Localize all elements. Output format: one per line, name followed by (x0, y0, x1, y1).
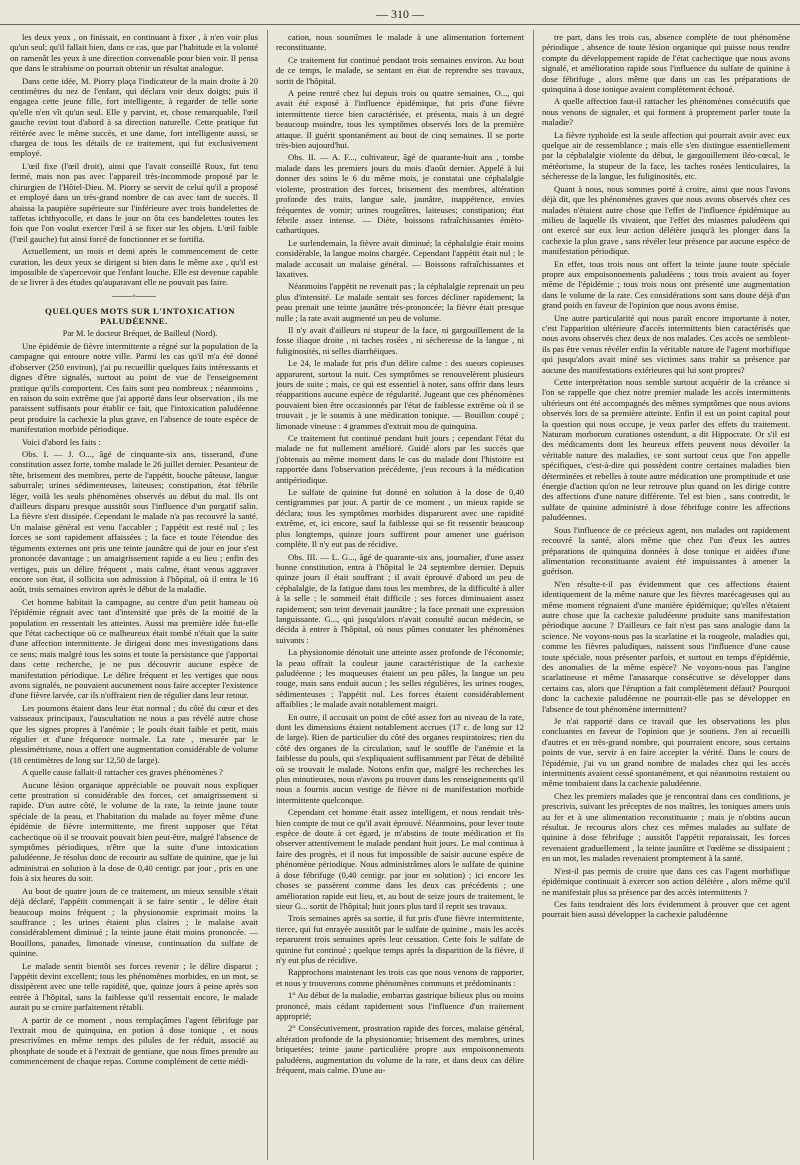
paragraph: Cette interprétation nous semble surtout acquérir de la créance si l'on se rappelle que chez notre premier malade les accès intermittents ultérieurs ont été accompagnés des mêmes symptômes que nous avions observés lors de sa première atteinte. Enfin il est un point capital pour la question qui nous occupe, je veux parler des effets du traitement. Naturam morborum curationes ostendunt, a dit Hippocrate. Or s'il est des médicaments dont les heureux effets peuvent nous dévoiler la véritable nature des maladies, ce sont surtout ceux que l'on appelle spécifiques, c'est-à-dire qui possèdent contre certaines maladies bien déterminées et rebelles à toute autre médication une promptitude et une énergie d'action qu'on ne leur retrouve plus quand on les dirige contre des affections d'une nature différente. Tel est bien , sans contredit, le sulfate de quinine administré à dose fébrifuge contre les affections paludéennes. (542, 377, 790, 523)
paragraph: Voici d'abord les faits : (22, 436, 101, 447)
page-number: — 310 — (376, 7, 424, 21)
header-rule (0, 24, 800, 25)
paragraph: Obs. I. — J. O..., âgé de cinquante-six ans, tisserand, d'une constitution assez forte, tombe malade le 26 juillet dernier. Pesanteur de tête, brisement des membres, perte de l'appétit, bouche pâteuse, langue saburrale; urines sédimenteuses, laiteuses; constipation, état fébrile léger, voilà les seuls phénomènes observés au début du mal. Ils ont d'ailleurs disparu presque aussitôt sous l'influence d'un purgatif salin. La fièvre s'est dissipée. Cependant le malade n'a pas recouvré la santé. Un malaise général est venu l'accabler ; l'appétit est resté nul ; les forces se sont rapidement affaissées ; la face et toute l'étendue des téguments externes ont pris une teinte jaunâtre qui de jour en jour s'est prononcée davantage ; un amaigrissement rapide a eu lieu ; enfin des vertiges, puis un délire fréquent , mais calme, étant venus aggraver encore son état, il sollicita son admission à l'hôpital, où il entra le 16 août, trois semaines environ après le début de la maladie. (10, 449, 258, 595)
section-title: QUELQUES MOTS SUR L'INTOXICATION PALUDÉENNE. (45, 305, 235, 327)
paragraph: Je n'ai rapporté dans ce travail que les observations les plus concluantes en faveur de l'opinion que je soutiens. J'en ai recueilli d'autres et en très-grand nombre, qui pourraient encore, sous certains points de vue, servir à en faire accepter la vérité. Dans le cours de l'épidémie, j'ai vu un grand nombre de malades chez qui les accès intermittents avaient cessé spontanément, et qui néanmoins restaient ou même tombaient dans la cachexie paludéenne. (542, 716, 790, 789)
paragraph: Cet homme habitait la campagne, au centre d'un petit hameau où l'épidémie régnait avec tant d'intensité que près de la moitié de la population en ressentait les atteintes. Aussi ma première idée fut-elle que l'état cachectique où ce malheureux était tombé n'était que la suite d'une affection intermittente. Je dirigeai donc mes investigations dans ce sens; mais malgré tous les soins et toute la persistance que j'apportai dans cette recherche, je ne pus découvrir aucune espèce de manifestation périodique. Le délire fréquent et les vertiges que nous avons signalés, ne pouvaient aucunement nous faire accepter l'existence d'une fièvre larvée, car ils n'offraient rien de régulier dans leur retour. (10, 596, 258, 701)
paragraph: Le 24, le malade fut pris d'un délire calme : des sueurs copieuses apparurent, surtout la nuit. Ces symptômes se renouvelèrent plusieurs jours de suite ; mais, ce qui est essentiel à noter, sans offrir dans leurs réapparitions aucune espèce de régularité. Jugeant que ces phénomènes pouvaient bien être occasionnés par l'état de faiblesse extrême où il se trouvait , je le soumis à une médication tonique. — Bouillon coupé ; limonade vineuse : 4 grammes d'extrait mou de quinquina. (276, 358, 524, 431)
column-divider-2 (533, 30, 534, 1160)
paragraph: Le surlendemain, la fièvre avait diminué; la céphalalgie était moins considérable, la langue moins chargée. Cependant l'appétit était nul ; le malade accusait un malaise général. — Boissons rafraîchissantes et laxatives. (276, 237, 524, 279)
paragraph: tre part, dans les trois cas, absence complète de tout phénomène périodique , absence de toute lésion organique qui puisse nous rendre compte du développement rapide de l'état cachectique que nous avons signalé, et amélioration rapide sous l'influence du sulfate de quinine à dose fébrifuge , alors même que dans un cas les préparations de quinquina à dose tonique avaient complètement échoué. (542, 32, 790, 95)
paragraph: Le malade sentit bientôt ses forces revenir ; le délire disparut ; l'appétit devint excellent; tous les phénomènes morbides, en un mot, se dissipèrent avec une telle rapidité, que, quinze jours à peine après son entrée à l'hôpital, sans la faiblesse qu'il ressentait encore, le malade aurait pu se croire parfaitement rétabli. (10, 960, 258, 1013)
paragraph: En effet, tous trois nous ont offert la teinte jaune toute spéciale propre aux empoisonnements paludéens ; tous trois avaient au foyer même de l'épidémie ; tous trois nous ont présenté une augmentation dans le volume de la rate. Ces considérations sont sans doute déjà d'un grand poids en faveur de l'opinion que nous avons émise. (542, 258, 790, 311)
paragraph: En outre, il accusait un point de côté assez fort au niveau de la rate, dont les dimensions étaient notablement accrues (17 c. de long sur 12 de large). Rien de particulier du côté des organes respiratoires; rien du côté des organes de la circulation, sauf le souffle de l'anémie et la faiblesse du pouls, qui s'expliquaient suffisamment par l'état de débilité où se trouvait le malade. Notons enfin que, malgré les recherches les plus minutieuses, nous n'avons pu trouver dans les renseignements qu'il nous a fournis aucun vestige de fièvre ni de manifestation morbide intermittente quelconque. (276, 711, 524, 805)
paragraph: Il n'y avait d'ailleurs ni stupeur de la face, ni gargouillement de la fosse iliaque droite , ni taches rosées , ni sécheresse de la langue , ni fuliginosités, ni selles diarrhéiques. (276, 324, 524, 356)
section-ornament: ——◦—— (112, 290, 156, 302)
paragraph: Au bout de quatre jours de ce traitement, un mieux sensible s'était déjà déclaré, l'appétit commençait à se faire sentir , le délire était beaucoup moins fréquent ; la physionomie exprimait moins la souffrance ; les urines étaient plus claires ; le malaise avait considérablement diminué ; la teinte jaune était moins prononcée. — Bouillons, panades, limonade vineuse, continuation du sulfate de quinine. (10, 885, 258, 959)
text-column-1 (10, 32, 258, 1160)
column-divider-1 (267, 30, 268, 1160)
paragraph: Les poumons étaient dans leur état normal ; du côté du cœur et des vaisseaux principaux, l'auscultation ne nous a pas révélé autre chose que les signes propres à l'anémie ; le pouls était faible et petit, mais régulier et d'une fréquence normale. La rate , mesurée par le plessimétrisme, nous a offert une augmentation considérable de volume (18 centimètres de long sur 12,50 de large). (10, 702, 258, 765)
paragraph: les deux yeux , on finissait, en continuant à fixer , à n'en voir plus qu'un seul; qu'il fallait bien, dans ce cas, que par l'habitude et la volonté on ramenât les yeux à une direction convenable pour bien voir. Il pensa que dans le strabisme on pourrait obtenir un résultat analogue. (10, 32, 258, 74)
paragraph: Une épidémie de fièvre intermittente a régné sur la population de la campagne qui entoure notre ville. Parmi les cas qu'il m'a été donné d'observer (250 environ), j'ai pu recueillir quelques faits intéressants et dignes d'être signalés, surtout au point de vue de l'enseignement pratique qu'ils comportent. Ces faits sont peu nombreux ; néanmoins , en raison du soin extrême que j'ai apporté dans leur observation , ils me paraissent suffisants pour établir ce fait, que l'intoxication paludéenne peut produire la cachexie la plus grave, en l'absence de toute espèce de manifestation morbide périodique. (10, 340, 258, 435)
paragraph: Néanmoins l'appétit ne revenait pas ; la céphalalgie reprenait un peu plus d'intensité. Le malade sentait ses forces décliner rapidement; la peau prenait une teinte jaunâtre très-prononcée; la fièvre était presque nulle ; la rate avait augmenté un peu de volume. (276, 281, 524, 323)
text-column-3 (542, 32, 790, 1160)
paragraph: Cependant cet homme était assez intelligent, et nous rendait très-bien compte de tout ce qu'il avait éprouvé. Néanmoins, pour lever toute espèce de doute à cet égard, je m'abstins de toute médication et fis observer attentivement le malade pendant huit jours. Le mal continua à faire des progrès, et il nous fut impossible de saisir aucune espèce de phénomène périodique. Nous administrâmes alors le sulfate de quinine à dose fébrifuge (0,40 centigr. par jour en solution) ; ici encore les choses se passèrent comme dans les deux cas précédents ; une amélioration rapide eut lieu, et, au bout de seize jours de traitement, le sieur G... sortit de l'hôpital; huit jours plus tard il reprit ses travaux. (276, 807, 524, 911)
paragraph: Dans cette idée, M. Piorry plaça l'indicateur de la main droite à 20 centimètres du nez de l'enfant, qui déclara voir deux doigts; puis il engagea cette jeune fille, fort intelligente, à regarder de telle sorte qu'elle n'en vît qu'un seul. Elle y parvint, et, chose remarquable, l'œil gauche revint tout d'abord à sa direction naturelle. Cette pratique fut réitérée avec le même succès, et une dame, fort intelligente aussi, se chargea de tous les détails de ce traitement, qui fut exclusivement employé. (10, 75, 258, 159)
paragraph: Trois semaines après sa sortie, il fut pris d'une fièvre intermittente, tierce, qui fut enrayée aussitôt par le sulfate de quinine , mais les accès reparurent trois semaines après leur cessation. Cette fois le sulfate de quinine fut continué ; quelque temps après la disparition de la fièvre, il n'y eut plus de récidive. (276, 913, 524, 965)
paragraph: Sous l'influence de ce précieux agent, nos malades ont rapidement recouvré la santé, alors même que chez l'un d'eux les autres préparations de quinquina données à dose tonique et aidées d'une alimentation reconstituante avaient été impuissantes à amener la guérison. (542, 524, 790, 577)
paragraph: Le sulfate de quinine fut donné en solution à la dose de 0,40 centigrammes par jour. A partir de ce moment , un mieux rapide se déclara; tous les symptômes morbides disparurent avec une rapidité extrême, et, ici encore, sauf la faiblesse qui se fit ressentir beaucoup plus longtemps, quinze jours suffirent pour amener une guérison complète. Il n'y eut pas de récidive. (276, 487, 524, 550)
paragraph: 2° Consécutivement, prostration rapide des forces, malaise général, altération profonde de la physionomie; brisement des membres, urines briquetées; teinte jaune particulière propre aux empoisonnements paludéens, augmentation du volume de la rate, et dans deux cas délire fréquent, mais calme. D'une au- (276, 1023, 524, 1075)
paragraph: Actuellement, un mois et demi après le commencement de cette curation, les deux yeux se dirigent si bien dans le même axe , qu'il est impossible de s'apercevoir que l'enfant louche. Elle est devenue capable de se livrer à des études qu'auparavant elle ne pouvait pas faire. (10, 246, 258, 288)
paragraph: Aucune lésion organique appréciable ne pouvait nous expliquer cette prostration si considérable des forces, cet amaigrissement si rapide. D'un autre côté, le volume de la rate, la teinte jaune toute spéciale de la peau, et l'habitation du malade au foyer même d'une épidémie de fièvre intermittente, me firent supposer que l'état cachectique où il se trouvait pouvait bien peut-être, malgré l'absence de symptômes périodiques, n'être que la suite d'une intoxication paludéenne. Je résolus donc de recourir au sulfate de quinine, que je lui administrai en solution à la dose de 0,40 centigr. par jour , pris en une fois à six heures du soir. (10, 779, 258, 884)
paragraph: L'œil fixe (l'œil droit), ainsi que l'avait conseillé Roux, fut tenu fermé, mais non pas avec l'appareil très-incommode proposé par le chirurgien de l'Hôtel-Dieu. M. Piorry se servit de celui qu'il a proposé et employé dans un très-grand nombre de cas avec tant de succès. Il abaissa la paupière supérieure sur l'inférieure avec trois bandelettes de taffetas ichthyocolle, et dans le jour on ôta ces bandelettes toutes les fois que l'on voulut exercer l'œil à se fixer sur les objets. L'œil faible (l'œil gauche) fut ainsi forcé de fonctionner et se fortifia. (10, 160, 258, 244)
paragraph: Quant à nous, nous sommes porté à croire, ainsi que nous l'avons déjà dit, que les phénomènes graves que nous avons observés chez ces malades n'étaient autre chose que l'effet de l'influence épidémique au milieu de laquelle ils vivaient, que l'effet des miasmes paludéens qui ont exercé sur eux leur action délétère jusqu'à les plonger dans la cachexie la plus grave , sans révéler leur présence par aucune espèce de manifestation périodique. (542, 183, 790, 257)
paragraph: Chez les premiers malades que je rencontrai dans ces conditions, je prescrivis, suivant les préceptes de nos maîtres, les toniques amers unis au fer et à une alimentation reconstituante ; mais je n'obtins aucun résultat. Je recourus alors chez ces mêmes malades au sulfate de quinine à dose fébrifuge ; aussitôt l'appétit reparaissait, les forces revenaient graduellement , la teinte jaunâtre et l'œdème se dissipaient ; en un mot, les malades revenaient promptement à la santé. (542, 790, 790, 864)
paragraph: A quelle cause fallait-il rattacher ces graves phénomènes ? (22, 767, 223, 778)
paragraph: cation, nous soumîmes le malade à une alimentation fortement reconstituante. (276, 32, 524, 53)
paragraph: Obs. III. — L. G..., âgé de quarante-six ans, journalier, d'une assez bonne constitution, entra à l'hôpital le 24 septembre dernier. Depuis quinze jours il était souffrant ; il avait éprouvé d'abord un peu de céphalalgie, de la fatigue dans tous les membres, de la difficulté à aller à la selle ; le sommeil était difficile ; ses forces diminuaient assez rapidement; son teint devenait jaunâtre ; la face prenait une expression languissante. G..., qui jusqu'alors n'avait consulté aucun médecin, se décida à entrer à l'hôpital, où nous pûmes constater les phénomènes suivants : (276, 551, 524, 645)
paragraph: Obs. II. — A. F..., cultivateur, âgé de quarante-huit ans , tombe malade dans les premiers jours du mois d'août dernier. Appelé à lui donner des soins le 6 du même mois, je constatai une céphalalgie violente, prostration des forces, brisement des membres, altération profonde des traits, langue sale, jaunâtre, inappétence, envies fréquentes de vomir; urines rougeâtres, laiteuses; constipation; état fébrile assez intense. — Diète, boissons rafraîchissantes émèto-cathartiques. (276, 152, 524, 236)
paragraph: A quelle affection faut-il rattacher les phénomènes consécutifs que nous venons de signaler, et qui forment à proprement parler toute la maladie? (542, 96, 790, 128)
paragraph: A peine rentré chez lui depuis trois ou quatre semaines, O..., qui avait été exposé à l'influence épidémique, fut pris d'une fièvre intermittente tierce bien caractérisée, et présenta, mais à un degré beaucoup moindre, tous les symptômes observés lors de la première attaque. Il guérit spontanément au bout de cinq semaines. Il se porte très-bien aujourd'hui. (276, 88, 524, 151)
author-byline: Par M. le docteur Bréquet, de Bailleul (Nord). (62, 328, 218, 338)
paragraph: Ces faits tendraient dès lors évidemment à prouver que cet agent pourrait bien aussi développer la cachexie paludéenne (542, 898, 790, 920)
paragraph: Rapprochons maintenant les trois cas que nous venons de rapporter, et nous y trouverons comme phénomènes communs et prédominants : (276, 967, 524, 988)
paragraph: Ce traitement fut continué pendant huit jours ; cependant l'état du malade ne fut nullement amélioré. Guidé alors par les succès que j'obtenais au même moment dans le cas du malade dont l'histoire est rapportée dans l'observation précédente, j'eus recours à la médication antipériodique. (276, 433, 524, 485)
paragraph: 1° Au début de la maladie, embarras gastrique bilieux plus ou moins prononcé, mais cédant rapidement sous l'influence d'un traitement approprié; (276, 990, 524, 1021)
paragraph: N'en résulte-t-il pas évidemment que ces affections étaient identiquement de la même nature que les fièvres marécageuses qui au même moment régnaient d'une manière épidémique; qu'elles n'étaient autre chose que la cachexie paludéenne produite sans manifestation périodique aucune ? D'ailleurs ce fait n'est pas sans analogie dans la science. Ne voyons-nous pas la scarlatine et la rougeole, maladies qui, comme les fièvres paludiques, naissent sous l'influence d'une cause toute spéciale, nous présenter parfois, et surtout en temps d'épidémie, des anomalies de la même espèce? Ne voyons-nous pas l'angine scarlatineuse et même l'anasarque consécutive se développer dans certains cas, alors que l'éruption a fait complètement défaut? Pourquoi donc la cachexie paludéenne ne pourrait-elle pas se développer en l'absence de tout phénomène intermittent? (542, 578, 790, 714)
paragraph: La physionomie dénotait une atteinte assez profonde de l'économie; la peau offrait la couleur jaune caractéristique de la cachexie paludéenne ; les muqueuses étaient un peu pâles, la langue un peu rouge, mais sans enduit aucun ; les selles régulières, les urines rouges, sédimenteuses ; l'appétit nul. Les forces étaient considérablement affaiblies ; le malade avait notablement maigri. (276, 647, 524, 710)
paragraph: Une autre particularité qui nous paraît encore importante à noter, c'est l'apparition ultérieure d'accès intermittents bien caractérisés que nous avons observés chez deux de nos malades. Ces accès ne semblent-ils pas être venus révéler enfin la véritable nature de l'agent morbifique qui jusqu'alors avait miné ses victimes sans trahir sa présence par aucune des manifestations extérieures qui lui sont propres? (542, 312, 790, 375)
text-column-2 (276, 32, 524, 1160)
paragraph: Ce traitement fut continué pendant trois semaines environ. Au bout de ce temps, le malade, se sentant en état de reprendre ses travaux, sortit de l'hôpital. (276, 54, 524, 86)
paragraph: A partir de ce moment , nous remplaçâmes l'agent fébrifuge par l'extrait mou de quinquina, en potion à dose tonique , et nous prescrivîmes en même temps des pilules de fer réduit, associé au phosphate de soude et à l'extrait de gentiane, que nous fîmes prendre au commencement de chaque repas. Comme complément de cette médi- (10, 1014, 258, 1067)
paragraph: La fièvre typhoïde est la seule affection qui pourrait avoir avec eux quelque air de ressemblance ; mais elle s'en distingue essentiellement par la céphalalgie violente du début, le gargouillement iléo-cœcal, le météorisme, la stupeur de la face, les taches rosées lenticulaires, la sécheresse de la langue, les fuliginosités, etc. (542, 129, 790, 182)
paragraph: N'est-il pas permis de croire que dans ces cas l'agent morbifique épidémique continuait à exercer son action délétère , alors même qu'il ne manifestait plus sa présence par des accès intermittents ? (542, 865, 790, 897)
